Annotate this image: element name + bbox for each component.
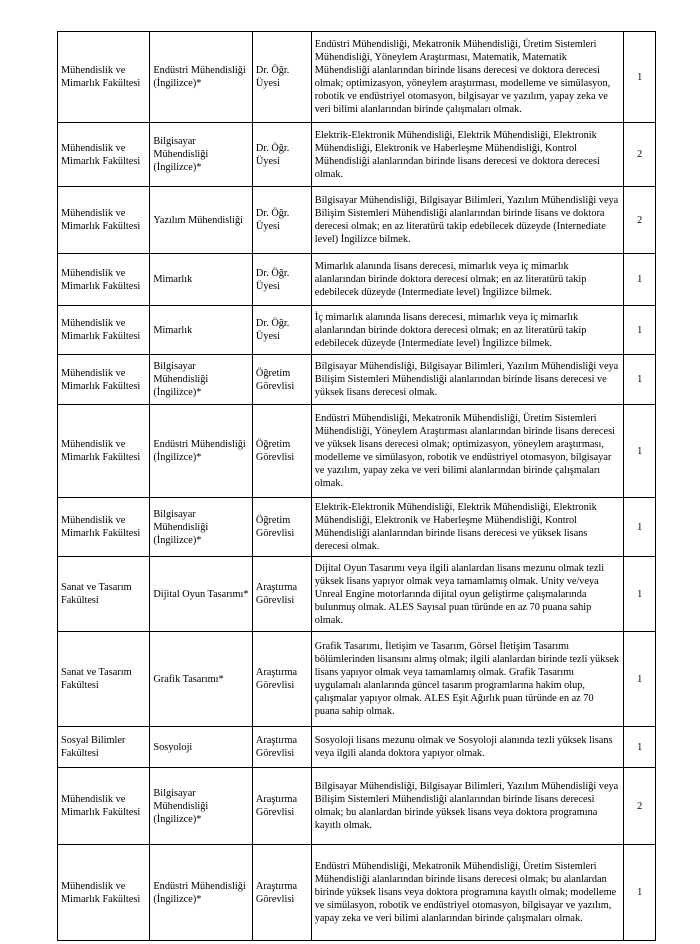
title-cell: Öğretim Görevlisi: [252, 355, 311, 405]
department-cell: Mimarlık: [150, 254, 253, 306]
count-cell: 2: [624, 768, 656, 845]
faculty-cell: Mühendislik ve Mimarlık Fakültesi: [58, 254, 150, 306]
department-cell: Endüstri Mühendisliği (İngilizce)*: [150, 845, 253, 941]
faculty-cell: Mühendislik ve Mimarlık Fakültesi: [58, 32, 150, 123]
department-cell: Bilgisayar Mühendisliği (İngilizce)*: [150, 768, 253, 845]
department-cell: Endüstri Mühendisliği (İngilizce)*: [150, 405, 253, 498]
count-cell: 1: [624, 306, 656, 355]
table-row: [58, 32, 656, 123]
requirements-cell: Endüstri Mühendisliği, Mekatronik Mühendisliği, Üretim Sistemleri Mühendisliği alanlarından birinde lisans derecesi olmak; bu alanlardan birinde yüksek lisans veya doktora programına kayıtlı olmak; modelleme ve simülasyon, robotik ve endüstriyel otomasyon, bilgisayar ve yazılım, yapay zeka ve veri bilimi alanlarından birinde çalışmaları olmak.: [311, 845, 624, 941]
department-cell: Yazılım Mühendisliği: [150, 187, 253, 254]
table-row: [58, 187, 656, 254]
department-cell: Grafik Tasarımı*: [150, 632, 253, 727]
table-row: [58, 254, 656, 306]
title-cell: Dr. Öğr. Üyesi: [252, 32, 311, 123]
requirements-cell: Bilgisayar Mühendisliği, Bilgisayar Bilimleri, Yazılım Mühendisliği veya Bilişim Sistemleri Mühendisliği alanlarından birinde lisans ve doktora derecesi olmak; en az literatürü takip edebilecek düzeyde (Internediate level) İngilizce bilmek.: [311, 187, 624, 254]
count-cell: 1: [624, 355, 656, 405]
faculty-cell: Mühendislik ve Mimarlık Fakültesi: [58, 306, 150, 355]
count-cell: 1: [624, 632, 656, 727]
faculty-cell: Sanat ve Tasarım Fakültesi: [58, 632, 150, 727]
count-cell: 1: [624, 32, 656, 123]
faculty-cell: Mühendislik ve Mimarlık Fakültesi: [58, 768, 150, 845]
requirements-cell: Sosyoloji lisans mezunu olmak ve Sosyoloji alanında tezli yüksek lisans veya ilgili alanda doktora yapıyor olmak.: [311, 727, 624, 768]
count-cell: 2: [624, 123, 656, 187]
table-row: [58, 845, 656, 941]
title-cell: Araştırma Görevlisi: [252, 768, 311, 845]
department-cell: Bilgisayar Mühendisliği (İngilizce)*: [150, 123, 253, 187]
title-cell: Öğretim Görevlisi: [252, 405, 311, 498]
table-row: [58, 768, 656, 845]
department-cell: Dijital Oyun Tasarımı*: [150, 557, 253, 632]
table-row: [58, 727, 656, 768]
requirements-cell: Elektrik-Elektronik Mühendisliği, Elektrik Mühendisliği, Elektronik Mühendisliği, Elektronik ve Haberleşme Mühendisliği, Kontrol Mühendisliği alanlarından birinde lisans derecesi ve doktora derecesi olmak.: [311, 123, 624, 187]
faculty-cell: Mühendislik ve Mimarlık Fakültesi: [58, 123, 150, 187]
requirements-cell: Endüstri Mühendisliği, Mekatronik Mühendisliği, Üretim Sistemleri Mühendisliği, Yöneylem Araştırması alanlarından birinde lisans derecesi ve yüksek lisans derecesi olmak; optimizasyon, yöneylem araştırması, modelleme ve simülasyon, robotik ve endüstriyel otomasyon, bilgisayar ve yazılım, yapay zeka ve veri bilimi alanlarından birinde çalışmaları olmak.: [311, 405, 624, 498]
positions-table-body: [58, 32, 656, 941]
title-cell: Araştırma Görevlisi: [252, 845, 311, 941]
faculty-cell: Sanat ve Tasarım Fakültesi: [58, 557, 150, 632]
count-cell: 1: [624, 845, 656, 941]
count-cell: 1: [624, 727, 656, 768]
faculty-cell: Sosyal Bilimler Fakültesi: [58, 727, 150, 768]
faculty-cell: Mühendislik ve Mimarlık Fakültesi: [58, 405, 150, 498]
requirements-cell: Bilgisayar Mühendisliği, Bilgisayar Bilimleri, Yazılım Mühendisliği veya Bilişim Sistemleri Mühendisliği alanlarından birinde lisans derecesi olmak; bu alanlardan birinde yüksek lisans veya doktora programına kayıtlı olmak.: [311, 768, 624, 845]
requirements-cell: Bilgisayar Mühendisliği, Bilgisayar Bilimleri, Yazılım Mühendisliği veya Bilişim Sistemleri Mühendisliği alanlarından birinde lisans derecesi ve yüksek lisans derecesi olmak.: [311, 355, 624, 405]
title-cell: Dr. Öğr. Üyesi: [252, 187, 311, 254]
requirements-cell: İç mimarlık alanında lisans derecesi, mimarlık veya iç mimarlık alanlarından birinde doktora derecesi olmak; en az literatürü takip edebilecek düzeyde (Intermediate level) İngilizce bilmek.: [311, 306, 624, 355]
requirements-cell: Dijital Oyun Tasarımı veya ilgili alanlardan lisans mezunu olmak tezli yüksek lisans yapıyor olmak veya tamamlamış olmak. Unity ve/veya Unreal Engine motorlarında dijital oyun geliştirme çalışmalarında bulunmuş olmak. ALES Sayısal puan türünde en az 70 puana sahip olmak.: [311, 557, 624, 632]
count-cell: 1: [624, 405, 656, 498]
title-cell: Araştırma Görevlisi: [252, 727, 311, 768]
table-row: [58, 306, 656, 355]
count-cell: 1: [624, 498, 656, 557]
department-cell: Sosyoloji: [150, 727, 253, 768]
positions-table: [57, 31, 656, 941]
title-cell: Dr. Öğr. Üyesi: [252, 123, 311, 187]
count-cell: 2: [624, 187, 656, 254]
requirements-cell: Grafik Tasarımı, İletişim ve Tasarım, Görsel İletişim Tasarımı bölümlerinden lisansını almış olmak; ilgili alanlardan birinde tezli yüksek lisans yapıyor olmak veya tamamlamış olmak. Grafik Tasarımı uygulamalı alanlarında güncel tasarım programlarına hakim olup, çalışmalar yapıyor olmak. ALES Eşit Ağırlık puan türünde en az 70 puana sahip olmak.: [311, 632, 624, 727]
title-cell: Dr. Öğr. Üyesi: [252, 254, 311, 306]
faculty-cell: Mühendislik ve Mimarlık Fakültesi: [58, 845, 150, 941]
requirements-cell: Mimarlık alanında lisans derecesi, mimarlık veya iç mimarlık alanlarından birinde doktora derecesi olmak; en az literatürü takip edebilecek düzeyde (Intermediate level) İngilizce bilmek.: [311, 254, 624, 306]
table-row: [58, 355, 656, 405]
requirements-cell: Elektrik-Elektronik Mühendisliği, Elektrik Mühendisliği, Elektronik Mühendisliği, Elektronik ve Haberleşme Mühendisliği, Kontrol Mühendisliği alanlarından birinde lisans derecesi ve yüksek lisans derecesi olmak.: [311, 498, 624, 557]
requirements-cell: Endüstri Mühendisliği, Mekatronik Mühendisliği, Üretim Sistemleri Mühendisliği, Yöneylem Araştırması, Matematik, Matematik Mühendisliği alanlarından birinde lisans derecesi ve doktora derecesi olmak; optimizasyon, yöneylem araştırması, modelleme ve simülasyon, robotik ve endüstriyel otomasyon, bilgisayar ve yazılım, yapay zeka ve veri bilimi alanlarından birinde çalışmaları olmak.: [311, 32, 624, 123]
count-cell: 1: [624, 557, 656, 632]
title-cell: Dr. Öğr. Üyesi: [252, 306, 311, 355]
table-row: [58, 498, 656, 557]
title-cell: Öğretim Görevlisi: [252, 498, 311, 557]
faculty-cell: Mühendislik ve Mimarlık Fakültesi: [58, 498, 150, 557]
title-cell: Araştırma Görevlisi: [252, 557, 311, 632]
title-cell: Araştırma Görevlisi: [252, 632, 311, 727]
department-cell: Mimarlık: [150, 306, 253, 355]
faculty-cell: Mühendislik ve Mimarlık Fakültesi: [58, 187, 150, 254]
count-cell: 1: [624, 254, 656, 306]
department-cell: Endüstri Mühendisliği (İngilizce)*: [150, 32, 253, 123]
department-cell: Bilgisayar Mühendisliği (İngilizce)*: [150, 498, 253, 557]
table-row: [58, 123, 656, 187]
table-row: [58, 557, 656, 632]
faculty-cell: Mühendislik ve Mimarlık Fakültesi: [58, 355, 150, 405]
table-row: [58, 405, 656, 498]
department-cell: Bilgisayar Mühendisliği (İngilizce)*: [150, 355, 253, 405]
table-row: [58, 632, 656, 727]
